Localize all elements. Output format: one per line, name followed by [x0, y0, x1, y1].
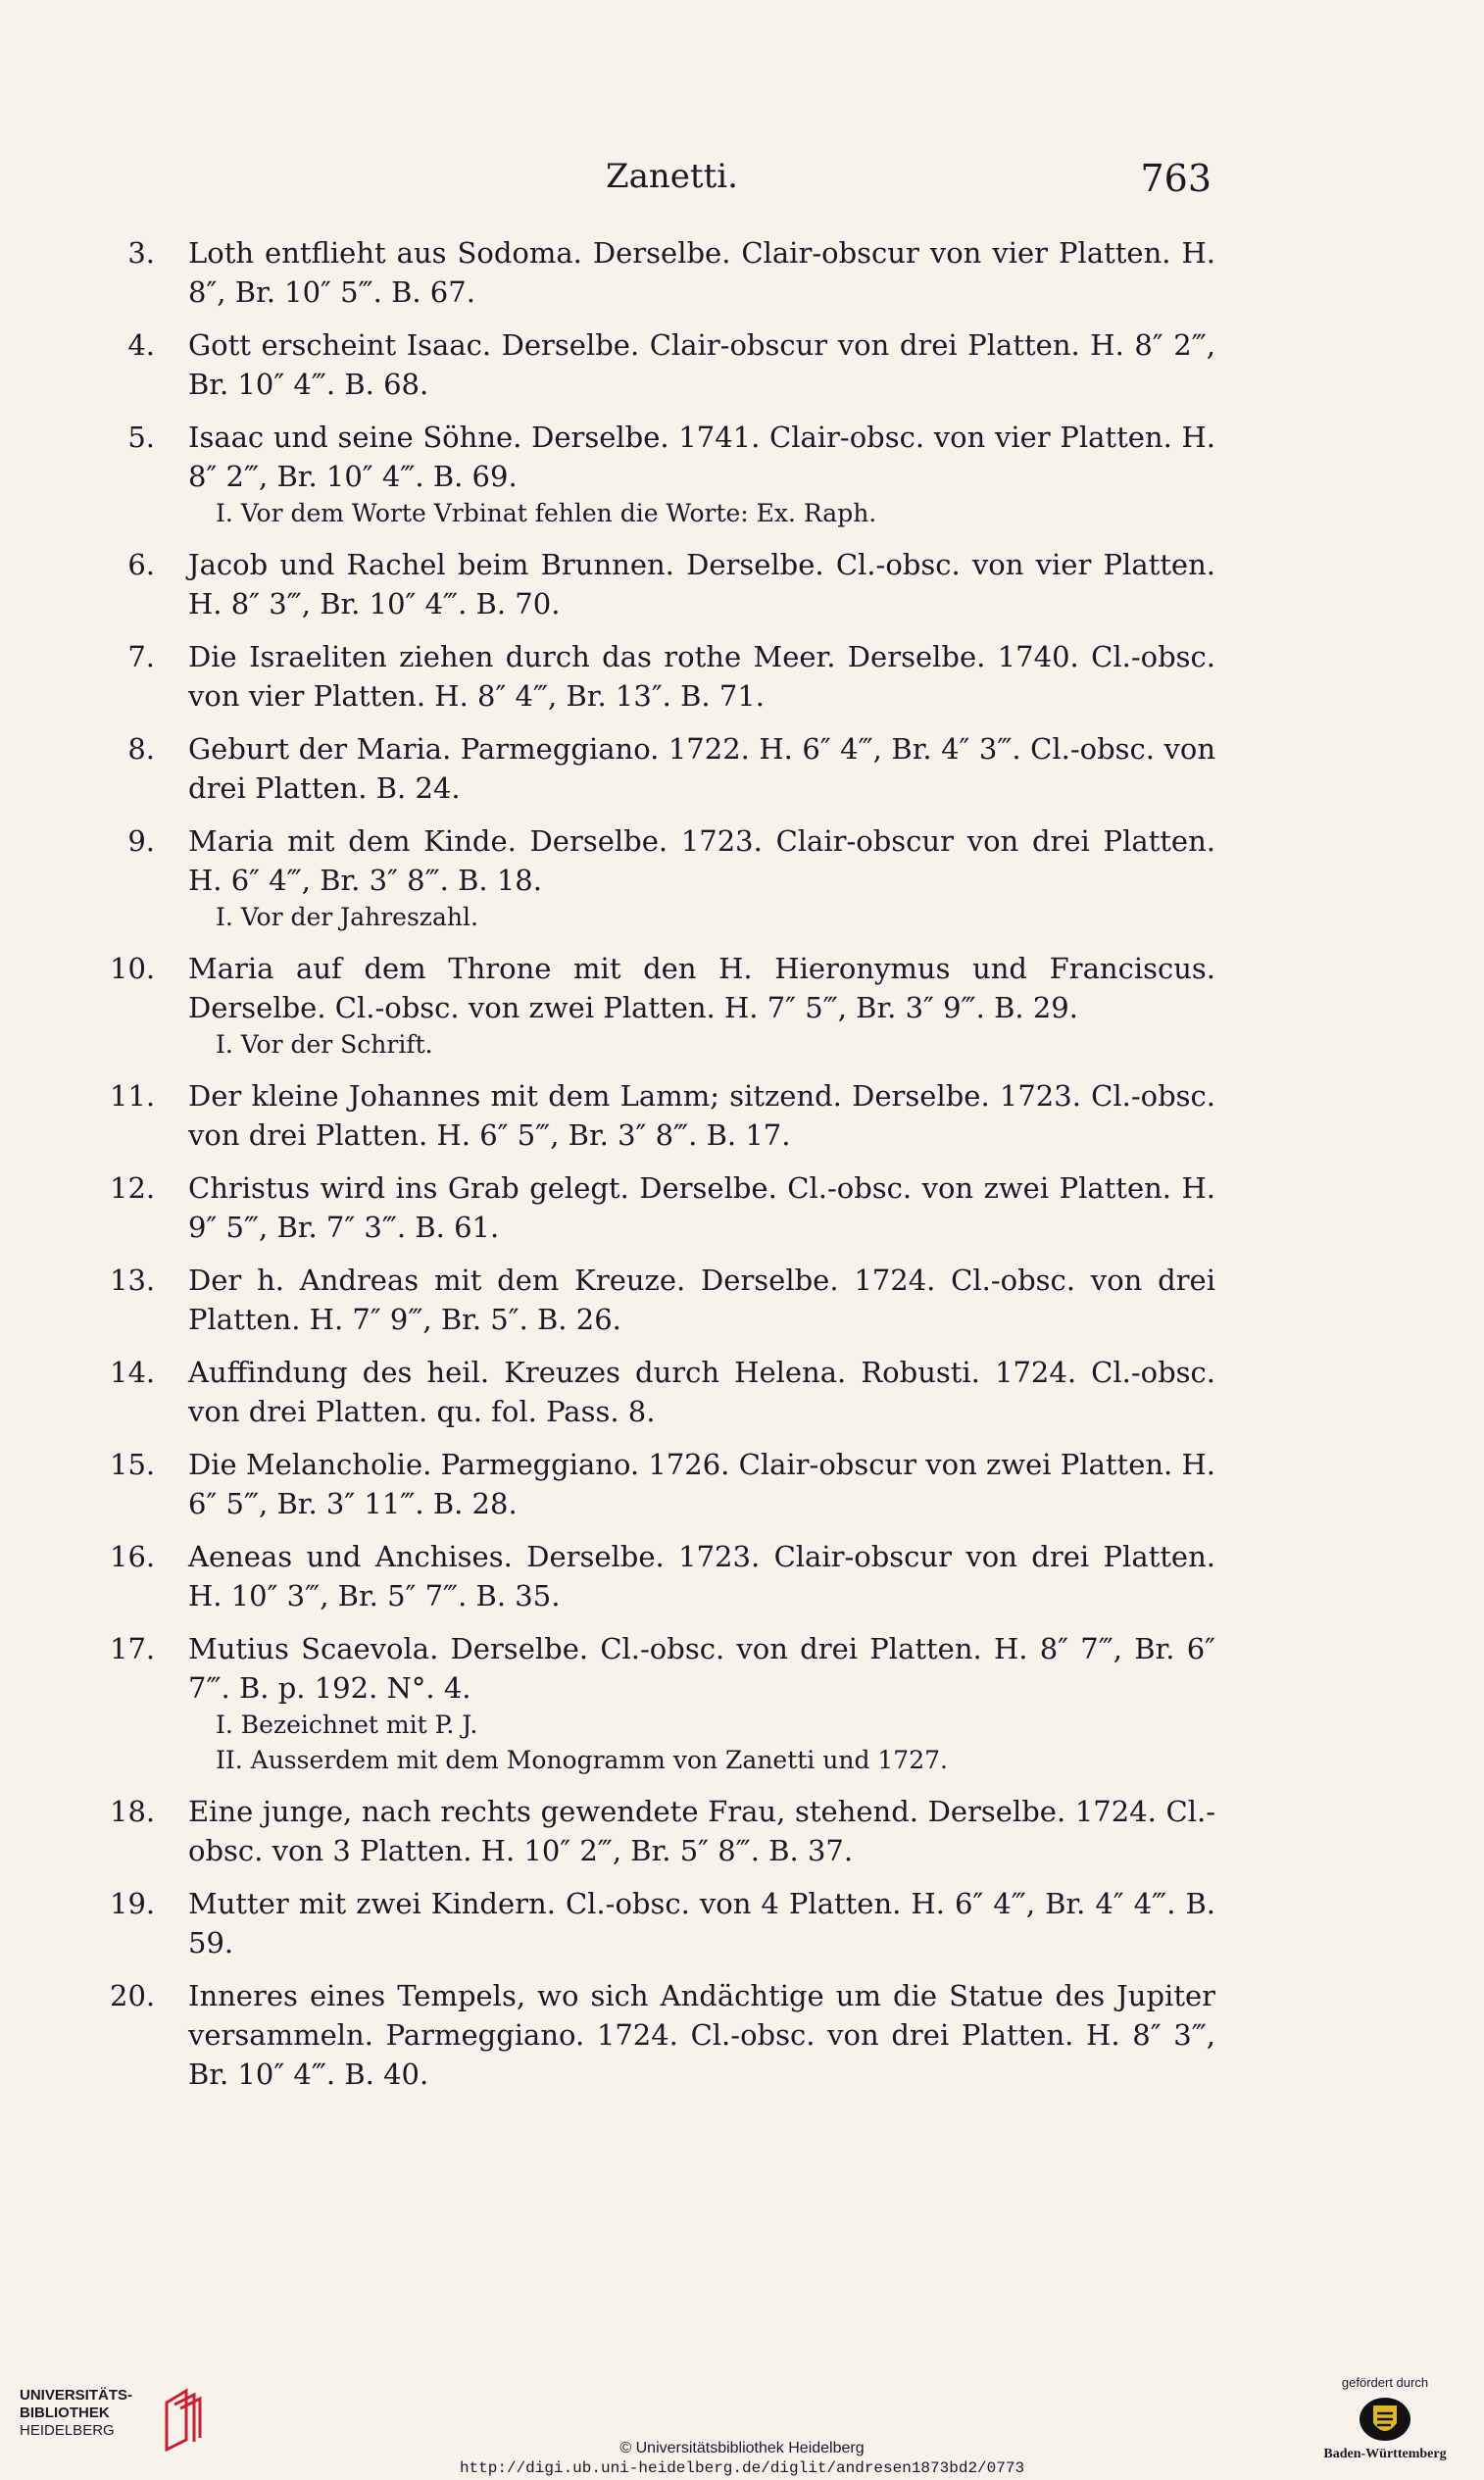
entry-number: 19.	[110, 1887, 156, 1920]
entry-number: 8.	[127, 732, 155, 766]
sponsor-name: Baden-Württemberg	[1323, 2447, 1447, 2461]
entry-number: 6.	[127, 548, 155, 581]
entry-number: 11.	[110, 1079, 156, 1113]
entry-number: 7.	[127, 640, 155, 673]
entry-number: 15.	[110, 1448, 156, 1481]
library-line: HEIDELBERG	[20, 2422, 115, 2439]
entry-description: Maria auf dem Throne mit den H. Hieronymus und Franciscus. Derselbe. Cl.-obsc. von zwei Platten. H. 7″ 5‴, Br. 3″ 9‴. B. 29.	[188, 952, 1215, 1024]
running-head	[0, 157, 1484, 204]
catalogue-entry	[110, 418, 1215, 531]
catalogue-entry	[110, 325, 1215, 404]
entry-description: Geburt der Maria. Parmeggiano. 1722. H. 6″ 4‴, Br. 4″ 3‴. Cl.-obsc. von drei Platten. B. 24.	[188, 732, 1215, 805]
catalogue-entry	[110, 1261, 1215, 1339]
entry-description: Isaac und seine Söhne. Derselbe. 1741. Clair-obsc. von vier Platten. H. 8″ 2‴, Br. 10″ 4‴. B. 69.	[188, 421, 1215, 493]
page-number: 763	[1140, 157, 1212, 200]
catalogue-entry	[110, 1076, 1215, 1155]
entry-number: 4.	[127, 328, 155, 362]
sponsor-block	[1302, 2375, 1468, 2473]
entry-number: 10.	[110, 952, 156, 985]
entry-description: Mutter mit zwei Kindern. Cl.-obsc. von 4 Platten. H. 6″ 4‴, Br. 4″ 4‴. B. 59.	[188, 1887, 1215, 1959]
entry-description: Christus wird ins Grab gelegt. Derselbe. Cl.-obsc. von zwei Platten. H. 9″ 5‴, Br. 7″ 3‴. B. 61.	[188, 1171, 1215, 1244]
catalogue-entries	[110, 233, 1215, 2108]
sponsor-label: gefördert durch	[1341, 2375, 1429, 2390]
entry-number: 17.	[110, 1632, 156, 1665]
entry-description: Mutius Scaevola. Derselbe. Cl.-obsc. von drei Platten. H. 8″ 7‴, Br. 6″ 7‴. B. p. 192. N°. 4.	[188, 1632, 1215, 1705]
catalogue-entry	[110, 1629, 1215, 1778]
entry-description: Gott erscheint Isaac. Derselbe. Clair-obscur von drei Platten. H. 8″ 2‴, Br. 10″ 4‴. B. 68.	[188, 328, 1215, 401]
state-note: II. Ausserdem mit dem Monogramm von Zanetti und 1727.	[216, 1746, 948, 1774]
catalogue-entry	[110, 1445, 1215, 1523]
entry-description: Loth entflieht aus Sodoma. Derselbe. Clair-obscur von vier Platten. H. 8″, Br. 10″ 5‴. B. 67.	[188, 236, 1215, 309]
entry-description: Der h. Andreas mit dem Kreuze. Derselbe. 1724. Cl.-obsc. von drei Platten. H. 7″ 9‴, Br. 5″. B. 26.	[188, 1264, 1215, 1336]
state-note: I. Vor dem Worte Vrbinat fehlen die Worte: Ex. Raph.	[216, 499, 877, 527]
footer	[0, 2357, 1484, 2480]
entry-number: 13.	[110, 1264, 156, 1297]
entry-description: Die Israeliten ziehen durch das rothe Meer. Derselbe. 1740. Cl.-obsc. von vier Platten. H. 8″ 4‴, Br. 13″. B. 71.	[188, 640, 1215, 713]
catalogue-entry	[110, 949, 1215, 1063]
copyright-notice: © Universitätsbibliothek Heidelberg	[619, 2440, 865, 2456]
entry-description: Maria mit dem Kinde. Derselbe. 1723. Clair-obscur von drei Platten. H. 6″ 4‴, Br. 3″ 8‴. B. 18.	[188, 824, 1215, 897]
entry-description: Aeneas und Anchises. Derselbe. 1723. Clair-obscur von drei Platten. H. 10″ 3‴, Br. 5″ 7‴. B. 35.	[188, 1540, 1215, 1612]
catalogue-entry	[110, 1884, 1215, 1962]
catalogue-entry	[110, 233, 1215, 312]
catalogue-entry	[110, 637, 1215, 716]
state-note: I. Vor der Jahreszahl.	[216, 903, 478, 931]
catalogue-entry	[110, 821, 1215, 935]
entry-number: 12.	[110, 1171, 156, 1205]
entry-number: 20.	[110, 1979, 156, 2012]
library-line: UNIVERSITÄTS-	[20, 2387, 133, 2404]
library-line: BIBLIOTHEK	[20, 2405, 110, 2421]
catalogue-entry	[110, 545, 1215, 623]
catalogue-entry	[110, 1792, 1215, 1870]
catalogue-entry	[110, 729, 1215, 808]
permalink-url[interactable]: http://digi.ub.uni-heidelberg.de/diglit/andresen1873bd2/0773	[459, 2459, 1025, 2477]
state-note: I. Bezeichnet mit P. J.	[216, 1711, 478, 1739]
entry-description: Jacob und Rachel beim Brunnen. Derselbe. Cl.-obsc. von vier Platten. H. 8″ 3‴, Br. 10″ 4‴. B. 70.	[188, 548, 1215, 620]
catalogue-entry	[110, 1353, 1215, 1431]
entry-number: 5.	[127, 421, 155, 454]
entry-number: 3.	[127, 236, 155, 270]
entry-description: Die Melancholie. Parmeggiano. 1726. Clair-obscur von zwei Platten. H. 6″ 5‴, Br. 3″ 11‴. B. 28.	[188, 1448, 1215, 1520]
entry-description: Der kleine Johannes mit dem Lamm; sitzend. Derselbe. 1723. Cl.-obsc. von drei Platten. H. 6″ 5‴, Br. 3″ 8‴. B. 17.	[188, 1079, 1215, 1152]
entry-number: 18.	[110, 1795, 156, 1828]
entry-number: 9.	[127, 824, 155, 858]
coat-of-arms-icon	[1358, 2396, 1412, 2443]
entry-description: Auffindung des heil. Kreuzes durch Helena. Robusti. 1724. Cl.-obsc. von drei Platten. qu. fol. Pass. 8.	[188, 1356, 1215, 1428]
entry-number: 14.	[110, 1356, 156, 1389]
entry-number: 16.	[110, 1540, 156, 1573]
entry-description: Eine junge, nach rechts gewendete Frau, stehend. Derselbe. 1724. Cl.-obsc. von 3 Platten. H. 10″ 2‴, Br. 5″ 8‴. B. 37.	[188, 1795, 1215, 1867]
running-title: Zanetti.	[606, 157, 738, 196]
catalogue-entry	[110, 1168, 1215, 1247]
catalogue-entry	[110, 1537, 1215, 1615]
catalogue-entry	[110, 1976, 1215, 2094]
state-note: I. Vor der Schrift.	[216, 1030, 433, 1059]
entry-description: Inneres eines Tempels, wo sich Andächtige um die Statue des Jupiter versammeln. Parmeggiano. 1724. Cl.-obsc. von drei Platten. H. 8″ 3‴, Br. 10″ 4‴. B. 40.	[188, 1979, 1215, 2091]
